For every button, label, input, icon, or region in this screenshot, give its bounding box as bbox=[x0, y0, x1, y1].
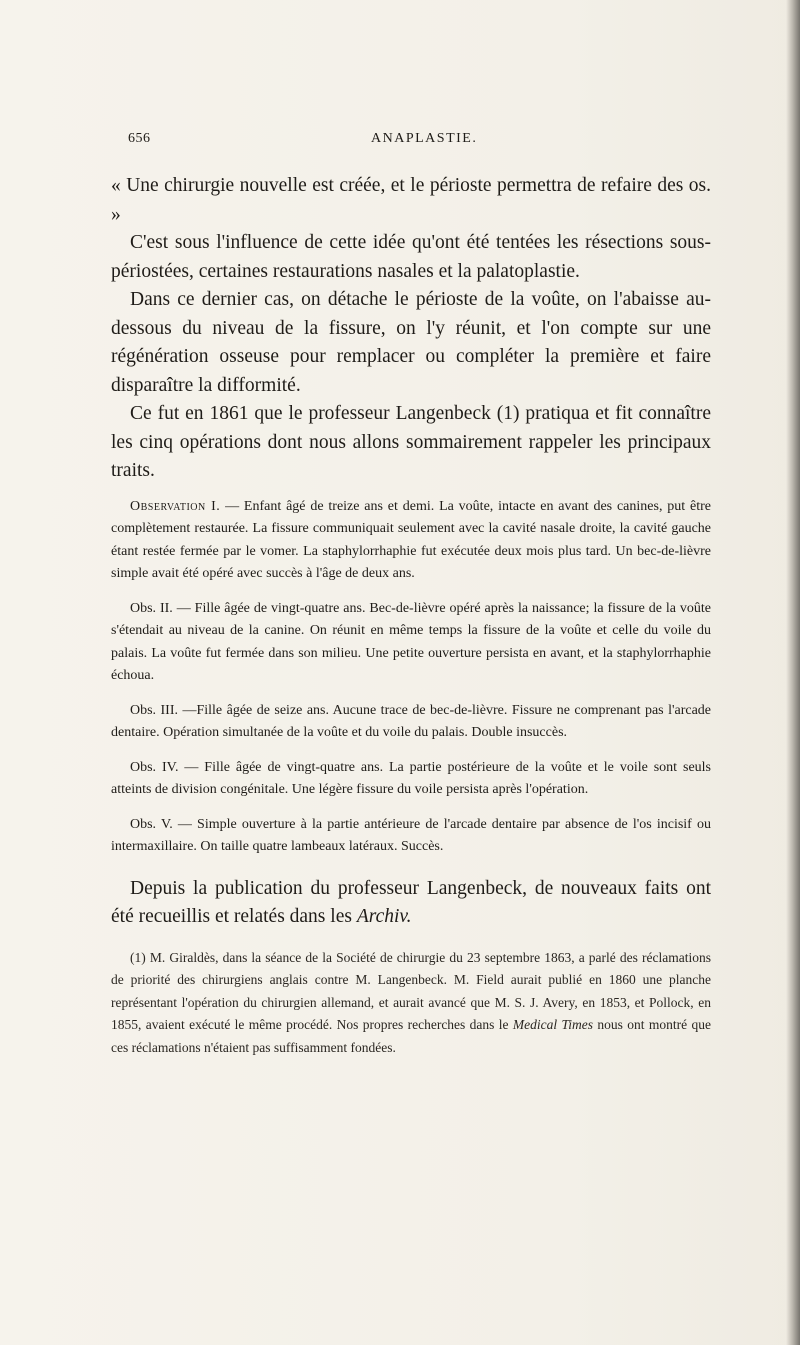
observation-5 bbox=[111, 814, 711, 859]
depuis-paragraph bbox=[111, 875, 711, 932]
observation-text: — Enfant âgé de treize ans et demi. La voûte, intacte en avant des canines, put être complètement restaurée. La fissure communiquait seulement avec la cavité nasale droite, la cavité gauche étant restée fermée par le vomer. La staphylorrhaphie fut exécutée deux mois plus tard. Un bec-de-lièvre simple avait été opéré avec succès à l'âge de deux ans. bbox=[111, 498, 711, 581]
footnote-italic: Medical Times bbox=[512, 1017, 594, 1032]
observation-3 bbox=[111, 700, 711, 745]
observation-label: Obs. III. bbox=[130, 702, 179, 718]
intro-quote: « Une chirurgie nouvelle est créée, et le périoste permettra de refaire des os. » bbox=[111, 175, 711, 225]
intro-paragraph: Dans ce dernier cas, on détache le périoste de la voûte, on l'abaisse au-dessous du niveau de la fissure, on l'y réunit, et l'on compte sur une régénération osseuse pour remplacer ou compléter la première et faire disparaître la difformité. bbox=[111, 289, 711, 396]
footnote-text-end: nous ont montré que ces réclamations n'étaient pas suffisamment fondées. bbox=[111, 1017, 711, 1055]
observation-text: —Fille âgée de seize ans. Aucune trace de bec-de-lièvre. Fissure ne comprenant pas l'arcade dentaire. Opération simultanée de la voûte et du voile du palais. Double insuccès. bbox=[111, 702, 712, 740]
intro-paragraph: C'est sous l'influence de cette idée qu'ont été tentées les résections sous-périostées, certaines restaurations nasales et la palatoplastie. bbox=[111, 232, 711, 282]
depuis-italic: Archiv. bbox=[356, 906, 412, 927]
observation-label: Obs. II. bbox=[130, 600, 173, 616]
intro-paragraph: Ce fut en 1861 que le professeur Langenbeck (1) pratiqua et fit connaître les cinq opérations dont nous allons sommairement rappeler les principaux traits. bbox=[111, 403, 711, 481]
observation-text: — Fille âgée de vingt-quatre ans. La partie postérieure de la voûte et le voile sont seuls atteints de division congénitale. Une légère fissure du voile persista après l'opération. bbox=[111, 759, 711, 797]
observation-1 bbox=[111, 496, 711, 586]
observation-label: Obs. V. bbox=[130, 816, 173, 832]
running-title: ANAPLASTIE. bbox=[371, 131, 478, 146]
footnote bbox=[111, 947, 711, 1060]
observation-2 bbox=[111, 598, 711, 688]
observation-4 bbox=[111, 757, 711, 802]
page-body bbox=[111, 172, 711, 1059]
observation-label: Obs. IV. bbox=[130, 759, 179, 775]
page-header bbox=[128, 131, 728, 155]
observation-text: — Simple ouverture à la partie antérieure de l'arcade dentaire par absence de l'os incisif ou intermaxillaire. On taille quatre lambeaux latéraux. Succès. bbox=[111, 816, 711, 854]
footnote-text: (1) M. Giraldès, dans la séance de la Société de chirurgie du 23 septembre 1863, a parlé des réclamations de priorité des chirurgiens anglais contre M. Langenbeck. M. Field aurait publié en 1860 une planche représentant l'opération du chirurgien allemand, et aurait avancé que M. S. J. Avery, en 1853, et Pollock, en 1855, avaient exécuté le même procédé. Nos propres recherches dans le bbox=[111, 949, 711, 1032]
observation-label: Observation I. bbox=[130, 498, 221, 514]
observation-text: — Fille âgée de vingt-quatre ans. Bec-de-lièvre opéré après la naissance; la fissure de la voûte s'étendait au niveau de la canine. On réunit en même temps la fissure de la voûte et celle du voile du palais. La voûte fut fermée dans son milieu. Une petite ouverture persista en avant, et la staphylorrhaphie échoua. bbox=[111, 600, 711, 683]
page-edge-shadow bbox=[786, 0, 800, 1345]
page-number: 656 bbox=[128, 131, 151, 146]
depuis-text: Depuis la publication du professeur Langenbeck, de nouveaux faits ont été recueillis et relatés dans les bbox=[111, 877, 711, 927]
